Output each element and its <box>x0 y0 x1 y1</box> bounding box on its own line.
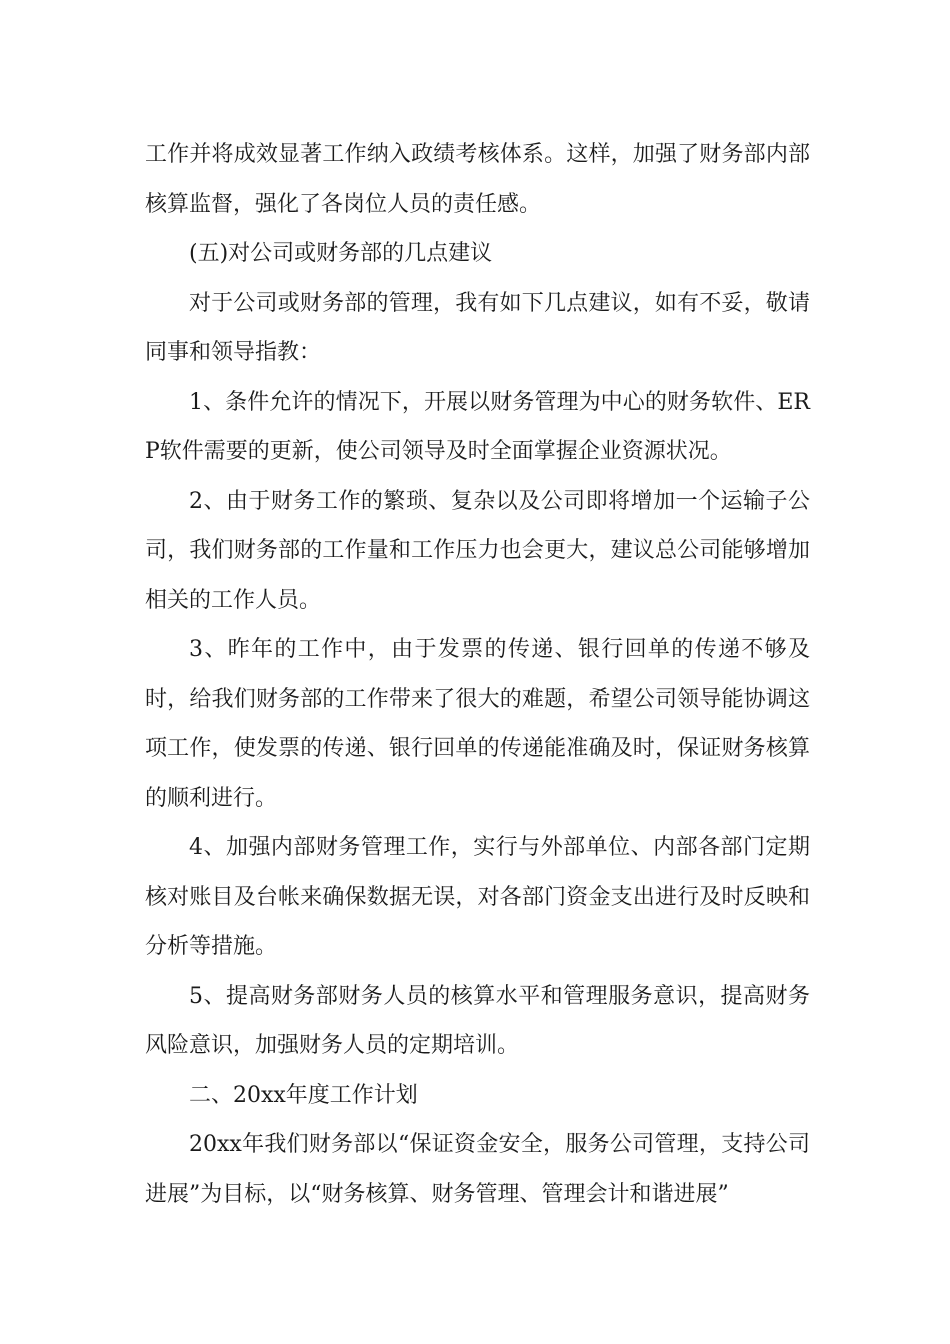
section-heading-work-plan: 二、20xx年度工作计划 <box>189 1082 418 1108</box>
paragraph-1: 工作并将成效显著工作纳入政绩考核体系。这样，加强了财务部内部核算监督，强化了各岗位人员的责任感。 <box>145 142 810 217</box>
paragraph-work-plan: 20xx年我们财务部以“保证资金安全，服务公司管理，支持公司进展”为目标，以“财务核算、财务管理、管理会计和谐进展” <box>145 1132 810 1207</box>
suggestion-item-2: 2、由于财务工作的繁琐、复杂以及公司即将增加一个运输子公司，我们财务部的工作量和工作压力也会更大，建议总公司能够增加相关的工作人员。 <box>145 488 810 613</box>
document-body <box>145 130 810 1219</box>
suggestion-item-1: 1、条件允许的情况下，开展以财务管理为中心的财务软件、ERP软件需要的更新，使公司领导及时全面掌握企业资源状况。 <box>145 389 810 464</box>
suggestion-item-3: 3、昨年的工作中，由于发票的传递、银行回单的传递不够及时，给我们财务部的工作带来了很大的难题，希望公司领导能协调这项工作，使发票的传递、银行回单的传递能准确及时，保证财务核算的顺利进行。 <box>145 637 810 811</box>
paragraph-intro-suggestions: 对于公司或财务部的管理，我有如下几点建议，如有不妥，敬请同事和领导指教： <box>145 290 810 365</box>
suggestion-item-5: 5、提高财务部财务人员的核算水平和管理服务意识，提高财务风险意识，加强财务人员的定期培训。 <box>145 983 810 1058</box>
section-heading-suggestions: (五)对公司或财务部的几点建议 <box>189 241 493 266</box>
suggestion-item-4: 4、加强内部财务管理工作，实行与外部单位、内部各部门定期核对账目及台帐来确保数据无误，对各部门资金支出进行及时反映和分析等措施。 <box>145 835 810 959</box>
